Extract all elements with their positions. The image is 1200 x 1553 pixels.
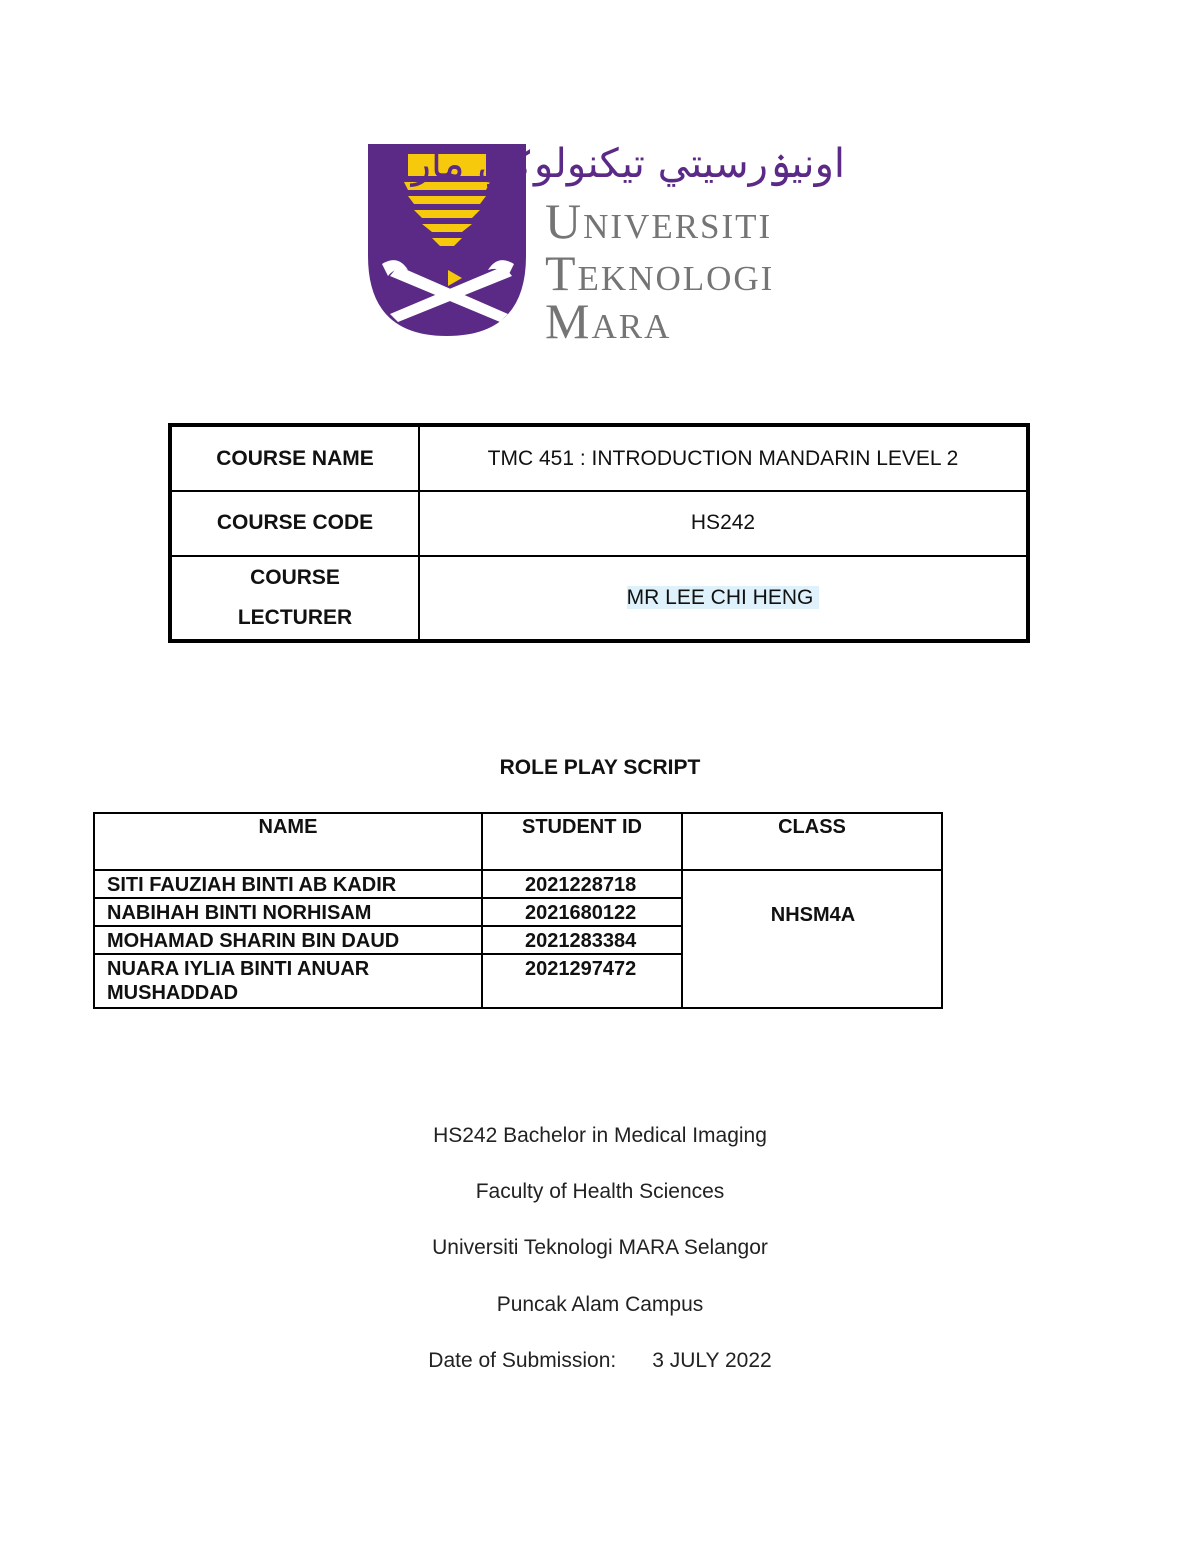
course-code-value: HS242 [419, 491, 1028, 555]
course-lecturer-label [170, 556, 419, 641]
course-lecturer-value: MR LEE CHI HENG [627, 586, 820, 609]
student-id: 2021297472 [482, 954, 682, 1008]
header-name: NAME [94, 813, 482, 870]
course-name-label: COURSE NAME [170, 425, 419, 491]
submission-date-line [0, 1349, 1200, 1373]
student-id: 2021283384 [482, 926, 682, 954]
course-lecturer-value-cell [419, 556, 1028, 641]
student-table [93, 812, 943, 1009]
header-class: CLASS [682, 813, 942, 870]
student-class: NHSM4A [682, 870, 942, 1008]
student-name: NABIHAH BINTI NORHISAM [94, 898, 482, 926]
course-lecturer-label-line1: COURSE [250, 565, 340, 589]
student-name: NUARA IYLIA BINTI ANUAR MUSHADDAD [94, 954, 482, 1008]
course-code-label: COURSE CODE [170, 491, 419, 555]
campus-line: Puncak Alam Campus [496, 1293, 704, 1316]
program-line: HS242 Bachelor in Medical Imaging [433, 1124, 767, 1147]
student-name: MOHAMAD SHARIN BIN DAUD [94, 926, 482, 954]
course-lecturer-label-line2: LECTURER [237, 605, 353, 629]
course-info-table [168, 423, 1030, 643]
course-name-value: TMC 451 : INTRODUCTION MANDARIN LEVEL 2 [419, 425, 1028, 491]
submission-date-value: 3 JULY 2022 [652, 1349, 772, 1372]
student-name: SITI FAUZIAH BINTI AB KADIR [94, 870, 482, 898]
student-row [94, 870, 942, 898]
logo-jawi-text: اونيۏرسيتي تيكنولوݢي مارا [400, 141, 845, 187]
faculty-line: Faculty of Health Sciences [475, 1180, 725, 1203]
submission-date-label: Date of Submission: [428, 1349, 617, 1372]
section-title: ROLE PLAY SCRIPT [499, 756, 701, 779]
logo-word-mara: Mara [545, 293, 672, 349]
course-name-row [170, 425, 1028, 491]
student-id: 2021680122 [482, 898, 682, 926]
course-lecturer-row [170, 556, 1028, 641]
logo-word-teknologi: Teknologi [545, 245, 775, 301]
student-id: 2021228718 [482, 870, 682, 898]
course-code-row [170, 491, 1028, 555]
university-line: Universiti Teknologi MARA Selangor [432, 1236, 768, 1259]
header-student-id: STUDENT ID [482, 813, 682, 870]
student-table-header [94, 813, 942, 870]
logo-word-universiti: Universiti [545, 193, 773, 249]
